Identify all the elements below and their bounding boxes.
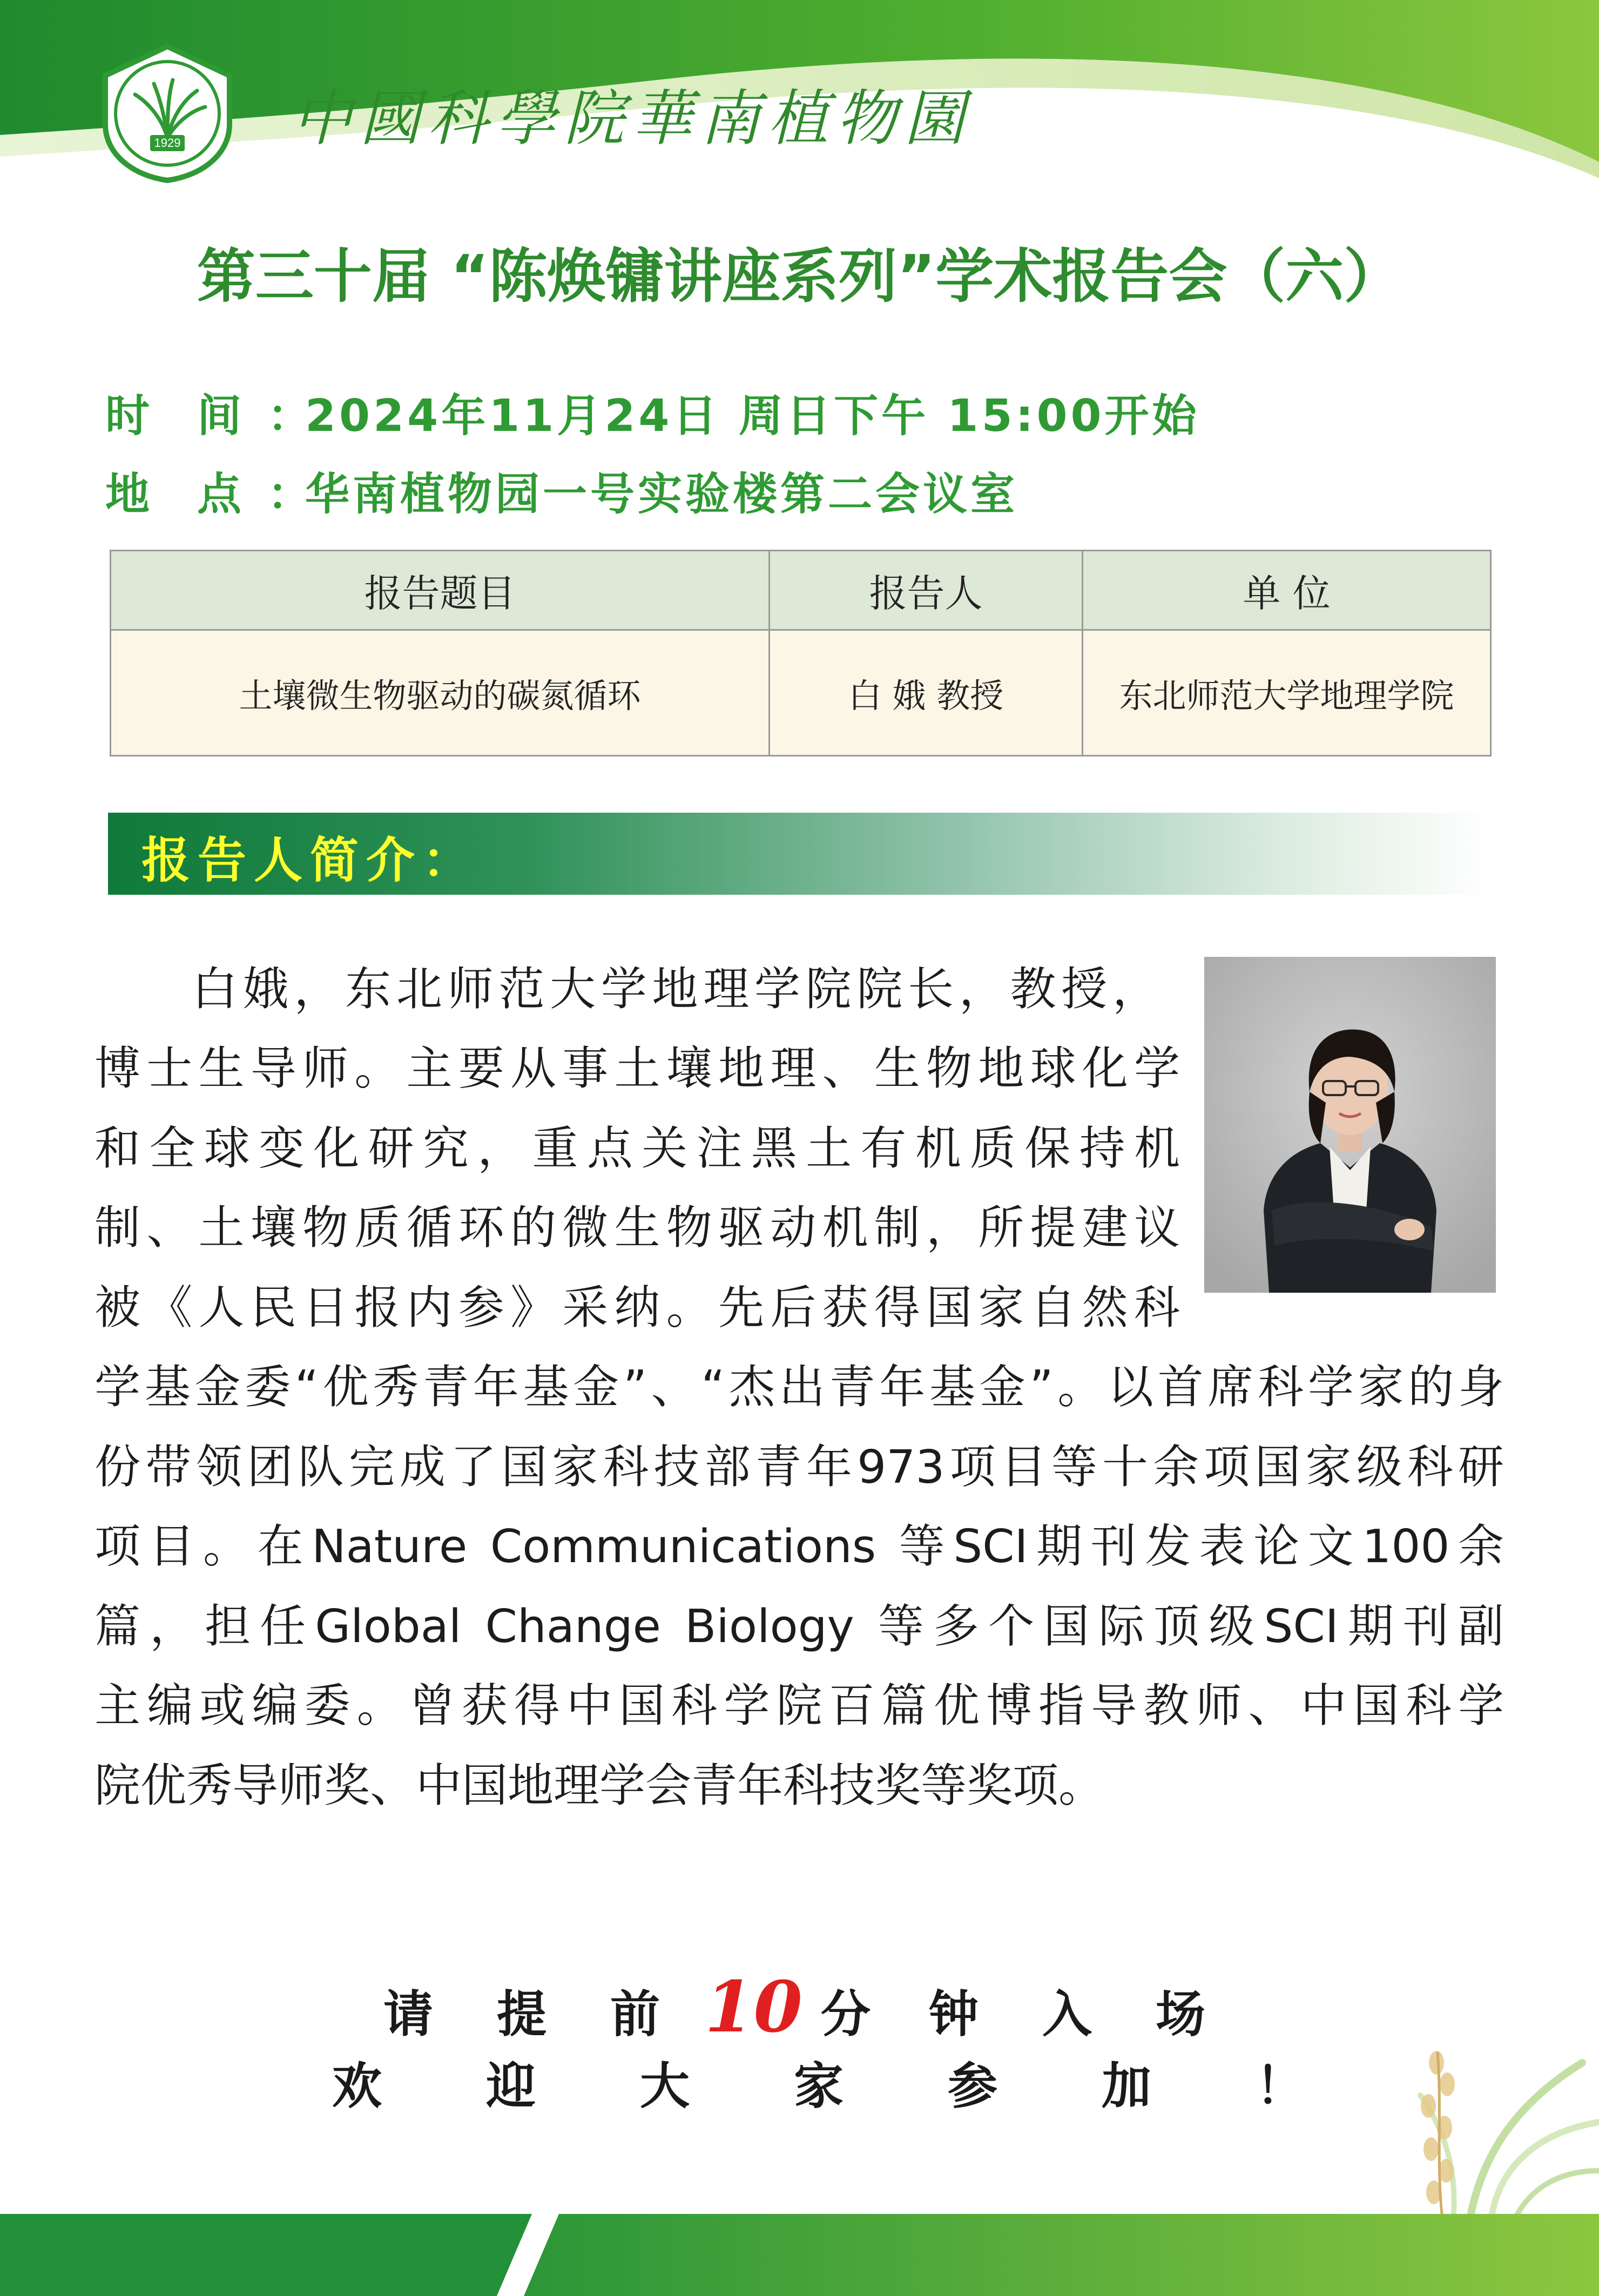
rice-plant-decoration — [1404, 1998, 1599, 2225]
bio-line: 博士生导师。主要从事土壤地理、生物地球化学 — [95, 1042, 1180, 1096]
closing-reminder — [383, 1966, 1205, 2048]
closing-char: 迎 — [486, 2057, 536, 2115]
talk-affiliation: 东北师范大学地理学院 — [1083, 630, 1491, 756]
event-title: 第三十届 “陈焕镛讲座系列”学术报告会（六） — [197, 243, 1402, 310]
column-header-affiliation: 单 位 — [1083, 551, 1491, 630]
bio-line: 主编或编委。曾获得中国科学院百篇优博指导教师、中国科学 — [95, 1679, 1504, 1733]
place-label — [105, 459, 312, 522]
bio-line: 院优秀导师奖、中国地理学会青年科技奖等奖项。 — [95, 1759, 1105, 1813]
closing-char: 前 — [610, 1986, 660, 2043]
bio-heading: 报告人简介： — [141, 832, 478, 889]
closing-char: 钟 — [929, 1986, 979, 2043]
closing-char: 分 — [821, 1986, 871, 2043]
bio-line: 项目。在Nature Communications 等SCI期刊发表论文100余 — [95, 1520, 1504, 1574]
place-label-colon: ： — [267, 469, 312, 520]
closing-char: 大 — [640, 2057, 690, 2115]
talk-table — [110, 550, 1492, 757]
bio-line: 被《人民日报内参》采纳。先后获得国家自然科 — [95, 1281, 1180, 1335]
bio-line: 篇，担任Global Change Biology 等多个国际顶级SCI期刊副 — [95, 1600, 1504, 1653]
closing-char: 场 — [1156, 1986, 1206, 2043]
event-time — [105, 381, 1200, 444]
bio-line: 白娥，东北师范大学地理学院院长，教授， — [192, 963, 1158, 1016]
time-value: 2024年11月24日 周日下午 15:00开始 — [305, 390, 1200, 442]
closing-char: 欢 — [332, 2057, 382, 2115]
closing-char: 参 — [948, 2057, 998, 2115]
column-header-topic: 报告题目 — [111, 551, 770, 630]
time-label-colon: ： — [267, 390, 312, 442]
talk-speaker: 白 娥 教授 — [770, 630, 1083, 756]
place-label-char: 点 — [197, 469, 242, 520]
svg-text:1929: 1929 — [154, 136, 181, 150]
column-header-speaker: 报告人 — [770, 551, 1083, 630]
bio-line: 学基金委“优秀青年基金”、“杰出青年基金”。以首席科学家的身 — [95, 1361, 1504, 1414]
speaker-portrait — [1204, 957, 1496, 1293]
institution-name: 中國科學院華南植物園 — [292, 84, 972, 154]
bio-line: 份带领团队完成了国家科技部青年973项目等十余项国家级科研 — [95, 1441, 1504, 1494]
closing-char: 请 — [383, 1986, 434, 2043]
talk-topic: 土壤微生物驱动的碳氮循环 — [111, 630, 770, 756]
closing-char: 入 — [1042, 1986, 1092, 2043]
closing-char: ！ — [1256, 2057, 1306, 2115]
closing-char: 提 — [497, 1986, 547, 2043]
bio-line: 和全球变化研究，重点关注黑土有机质保持机 — [95, 1122, 1180, 1176]
closing-char: 加 — [1102, 2057, 1152, 2115]
closing-welcome — [332, 2047, 1305, 2118]
table-header-row — [111, 551, 1491, 630]
place-value: 华南植物园一号实验楼第二会议室 — [305, 469, 1018, 520]
time-label-char: 间 — [197, 390, 242, 442]
event-place — [105, 459, 1018, 522]
table-row — [111, 630, 1491, 756]
time-label — [105, 381, 312, 444]
closing-number: 10 — [705, 1966, 802, 2048]
closing-char: 家 — [794, 2057, 844, 2115]
institution-logo — [97, 43, 238, 184]
bio-line: 制、土壤物质循环的微生物驱动机制，所提建议 — [95, 1201, 1180, 1255]
time-label-char: 时 — [105, 390, 150, 442]
footer-banner — [0, 2214, 1599, 2296]
place-label-char: 地 — [105, 469, 150, 520]
